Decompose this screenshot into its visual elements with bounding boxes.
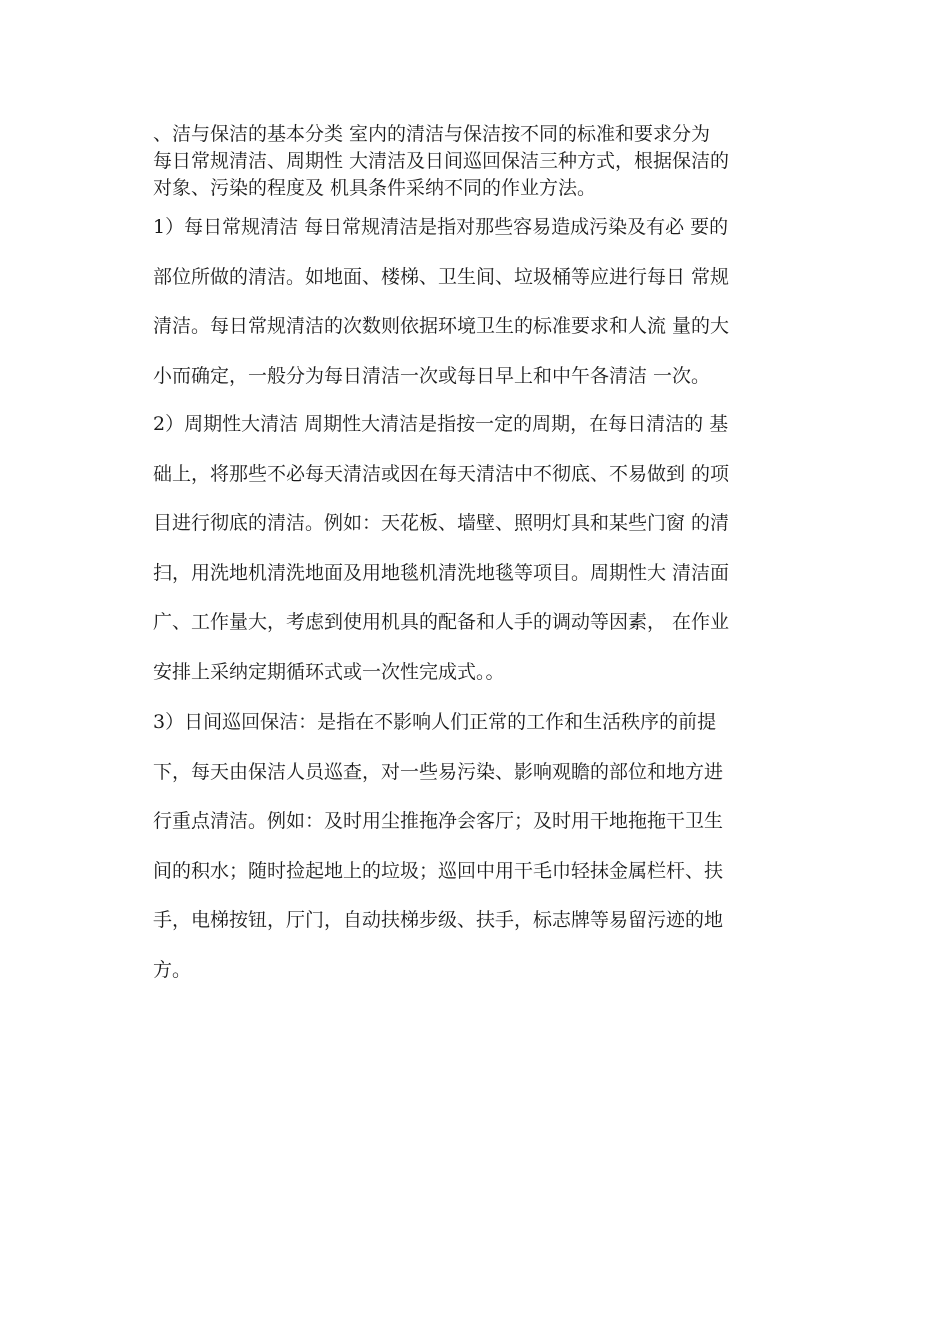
paragraph-periodic-cleaning — [153, 400, 813, 697]
text-line: 扫，用洗地机清洗地面及用地毯机清洗地毯等项目。周期性大 清洁面 — [153, 561, 730, 584]
text-line: 2）周期性大清洁 周期性大清洁是指按一定的周期，在每日清洁的 基 — [153, 413, 729, 435]
text-line: 方。 — [153, 958, 192, 981]
paragraph-daytime-patrol-cleaning — [153, 698, 813, 995]
text-line: 间的积水；随时捡起地上的垃圾；巡回中用干毛巾轻抹金属栏杆、扶 — [153, 859, 724, 882]
text-line: 每日常规清洁、周期性 大清洁及日间巡回保洁三种方式，根据保洁的 — [153, 150, 730, 172]
text-line: 安排上采纳定期循环式或一次性完成式。。 — [153, 660, 505, 683]
text-line: 手，电梯按钮，厅门，自动扶梯步级、扶手，标志牌等易留污迹的地 — [153, 909, 724, 931]
text-line: 小而确定，一般分为每日清洁一次或每日早上和中午各清洁 一次。 — [153, 364, 711, 387]
intro-paragraph — [153, 121, 813, 202]
text-line: 1）每日常规清洁 每日常规清洁是指对那些容易造成污染及有必 要的 — [153, 216, 729, 238]
text-line: 目进行彻底的清洁。例如：天花板、墙壁、照明灯具和某些门窗 的清 — [153, 512, 730, 534]
text-line: 广、工作量大，考虑到使用机具的配备和人手的调动等因素， 在作业 — [153, 611, 730, 633]
text-line: 础上，将那些不必每天清洁或因在每天清洁中不彻底、不易做到 的项 — [153, 462, 730, 485]
text-line: 3）日间巡回保洁：是指在不影响人们正常的工作和生活秩序的前提 — [153, 711, 717, 733]
paragraph-daily-cleaning — [153, 203, 813, 401]
text-line: 、洁与保洁的基本分类 室内的清洁与保洁按不同的标准和要求分为 — [153, 123, 711, 145]
text-line: 部位所做的清洁。如地面、楼梯、卫生间、垃圾桶等应进行每日 常规 — [153, 265, 730, 288]
text-line: 清洁。每日常规清洁的次数则依据环境卫生的标准要求和人流 量的大 — [153, 315, 730, 337]
text-line: 行重点清洁。例如：及时用尘推拖净会客厅；及时用干地拖拖干卫生 — [153, 810, 724, 832]
text-line: 对象、污染的程度及 机具条件采纳不同的作业方法。 — [153, 177, 597, 199]
text-line: 下，每天由保洁人员巡查，对一些易污染、影响观瞻的部位和地方进 — [153, 760, 724, 783]
